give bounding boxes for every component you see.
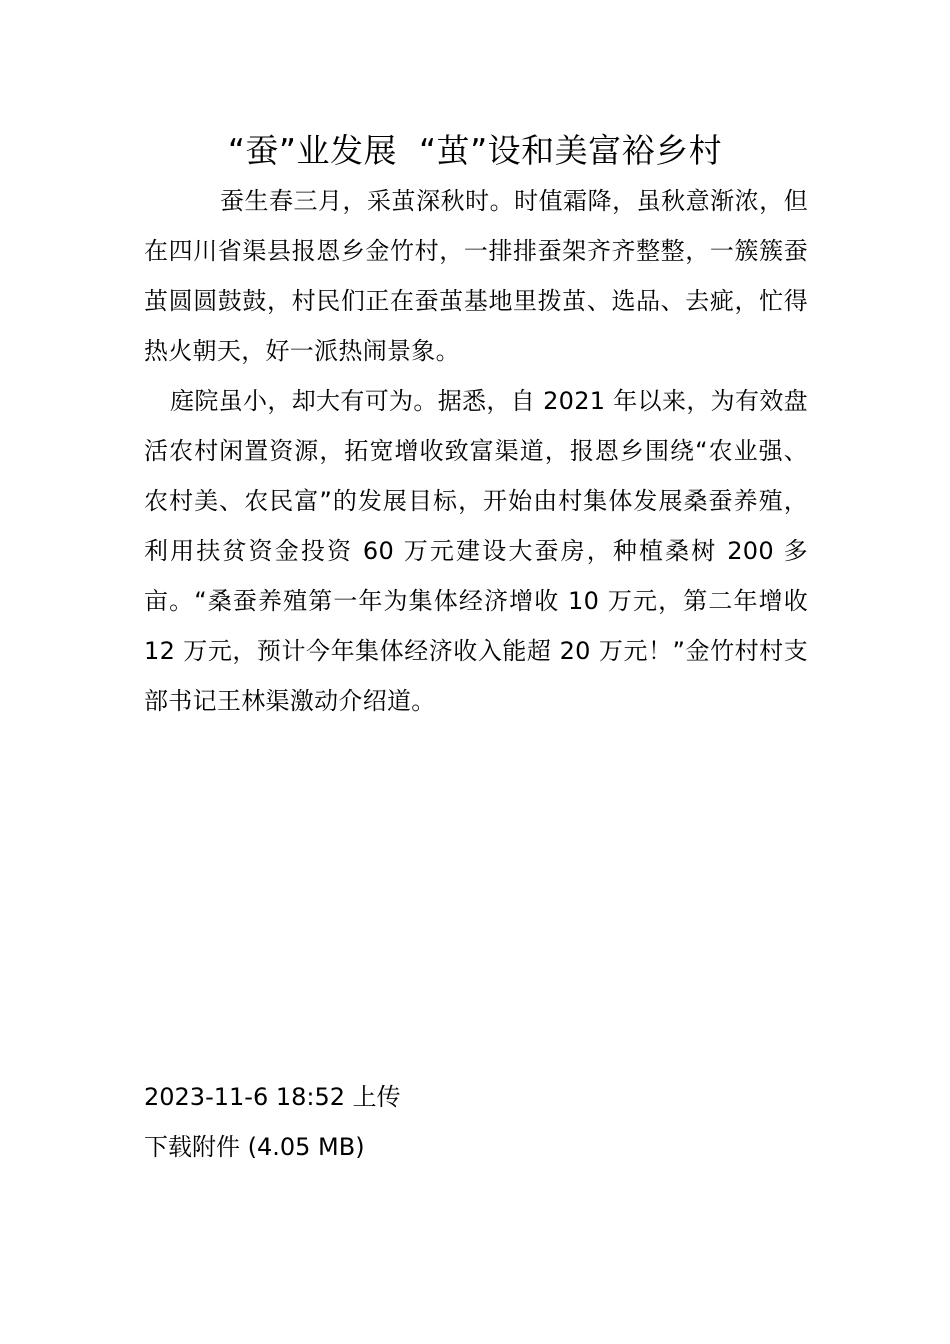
download-attachment-link[interactable]: 下载附件 (4.05 MB) [144,1133,365,1161]
upload-timestamp: 2023-11-6 18:52 上传 [144,1083,401,1111]
article-title: “蚕”业发展 “茧”设和美富裕乡村 [227,131,723,170]
article-paragraph-2: 庭院虽小，却大有可为。据悉，自 2021 年以来，为有效盘活农村闲置资源，拓宽增收致富渠道，报恩乡围绕“农业强、农村美、农民富”的发展目标，开始由村集体发展桑蚕养殖，利用扶贫资金投资 60 万元建设大蚕房，种植桑树 200 多亩。“桑蚕养殖第一年为集体经济增收 10 万元，第二年增收 12 万元，预计今年集体经济收入能超 20 万元！”金竹村村支部书记王林渠激动介绍道。 [144,387,808,715]
attachment-info [144,1072,401,1172]
article-paragraph-1: 蚕生春三月，采茧深秋时。时值霜降，虽秋意渐浓，但在四川省渠县报恩乡金竹村，一排排蚕架齐齐整整，一簇簇蚕茧圆圆鼓鼓，村民们正在蚕茧基地里拨茧、选品、去疵，忙得热火朝天，好一派热闹景象。 [144,187,808,365]
article-body [144,176,808,726]
